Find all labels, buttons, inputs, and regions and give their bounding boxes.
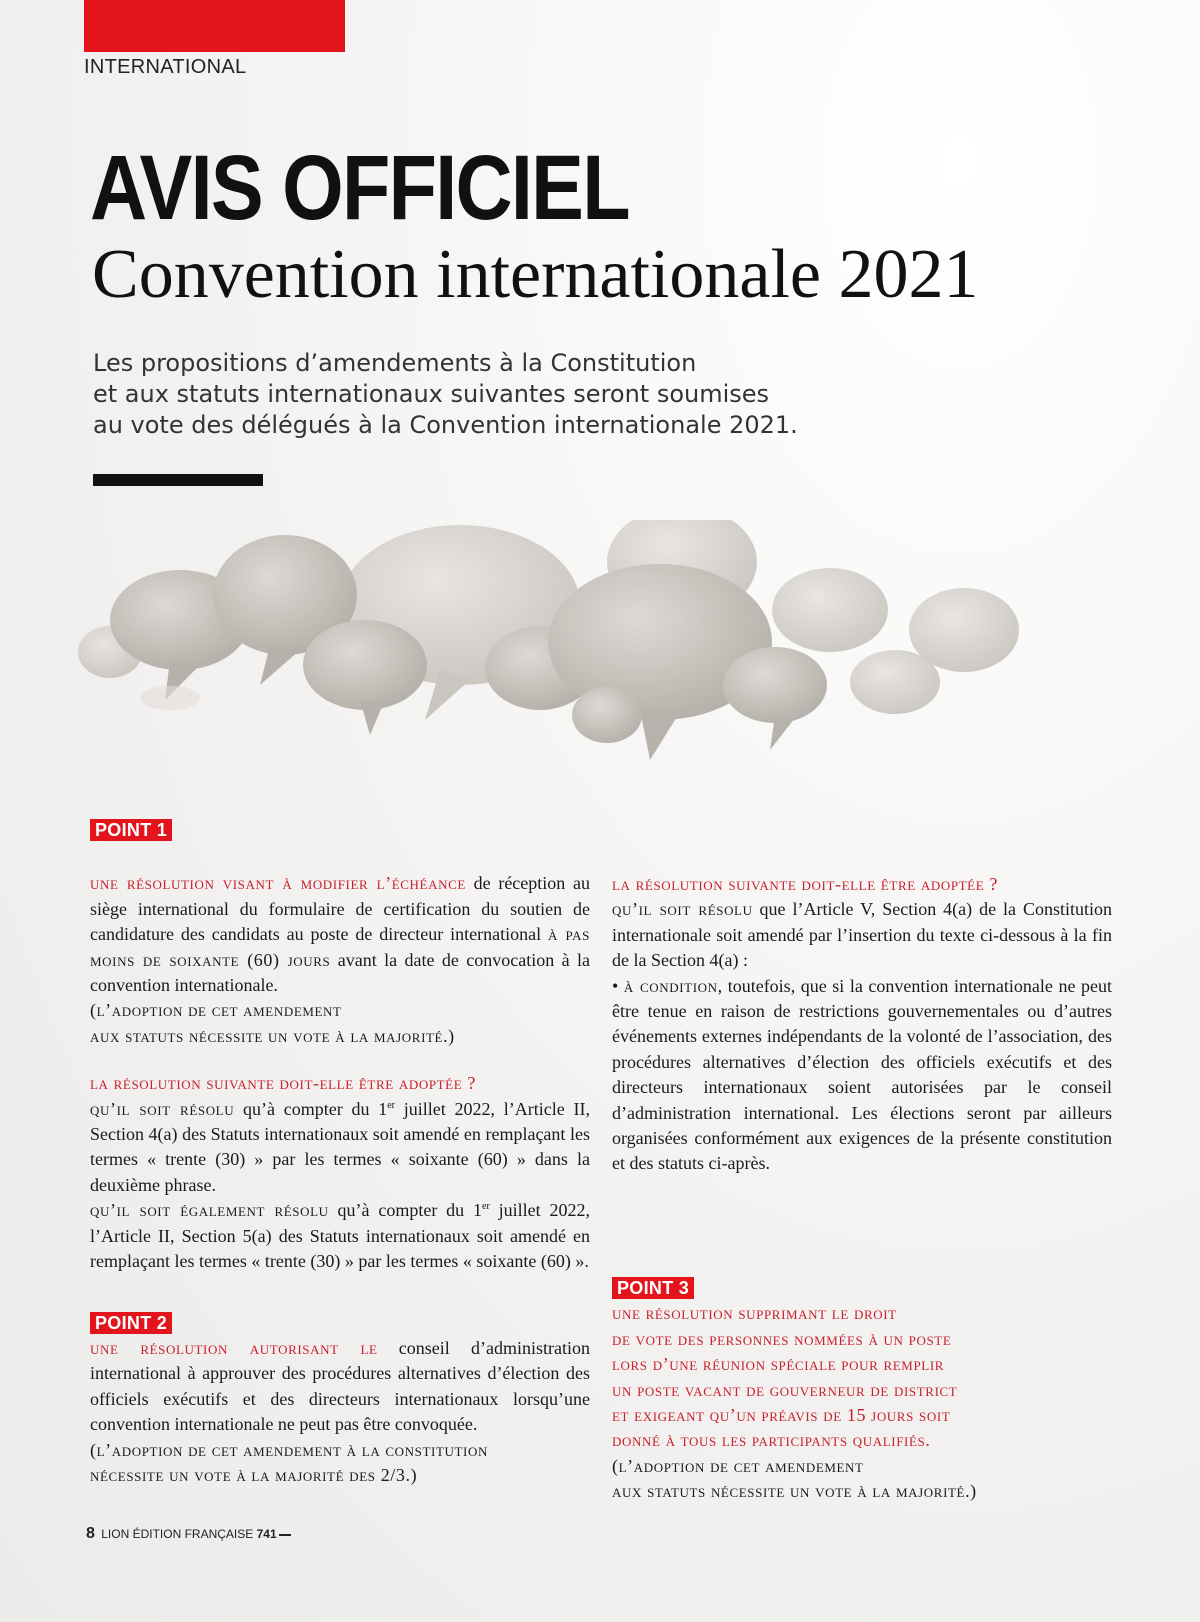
note-line: aux statuts nécessite un vote à la majorité.): [90, 1025, 455, 1046]
intro-line: Les propositions d’amendements à la Constitution: [93, 349, 697, 377]
note-line: aux statuts nécessite un vote à la majorité.): [612, 1481, 977, 1502]
question-heading: la résolution suivante doit-elle être adoptée ?: [90, 1073, 476, 1094]
right-column: [612, 872, 1112, 1177]
resolved-text: qu’à compter du 1: [328, 1200, 483, 1221]
resolution-text: de réception au siège international du formulaire de certification du soutien de candidature des candidats au poste de directeur international: [90, 873, 590, 945]
resolution-heading: une résolution autorisant le: [90, 1337, 378, 1358]
point-3-resolution: [612, 1301, 1112, 1453]
resolved-label: qu’il soit également résolu: [90, 1200, 329, 1221]
resolution-line: lors d’une réunion spéciale pour remplir: [612, 1354, 945, 1375]
intro-text: [93, 348, 853, 441]
resolved-label: qu’il soit résolu: [90, 1098, 235, 1119]
resolved-text: juillet 2022, l’Article II, Section 5(a) des Statuts internationaux soit amendé en remplaçant les termes « trente (30) » par les termes « soixante (60) ».: [90, 1200, 591, 1272]
vote-note: [90, 998, 590, 1049]
resolved-paragraph: [612, 897, 1112, 973]
resolution-line: un poste vacant de gouverneur de district: [612, 1379, 958, 1400]
page-title: AVIS OFFICIEL: [90, 137, 629, 239]
point-2-resolution: [90, 1336, 590, 1438]
vote-note: [90, 1438, 590, 1489]
header-red-bar: [84, 0, 345, 52]
left-column: [90, 818, 590, 1488]
resolution-line: et exigeant qu’un préavis de 15 jours soit: [612, 1405, 951, 1426]
intro-line: et aux statuts internationaux suivantes seront soumises: [93, 380, 770, 408]
footer-dash: [279, 1534, 291, 1536]
resolved-paragraph: [90, 1198, 590, 1274]
condition-text: , toutefois, que si la convention internationale ne peut être tenue en raison de restrictions gouvernementales ou d’autres événements externes indépendants de la volonté de l’association, des procédures alternatives d’élection des officiels exécutifs et des directeurs internationaux soient autorisées par le conseil d’administration international. Les élections seront par ailleurs organisées conformément aux exigences de la présente constitution et des statuts ci-après.: [612, 975, 1112, 1174]
page-subtitle: Convention internationale 2021: [92, 236, 979, 313]
resolution-line: donné à tous les participants qualifiés.: [612, 1430, 931, 1451]
resolution-line: de vote des personnes nommées à un poste: [612, 1328, 952, 1349]
point-1-badge: POINT 1: [90, 819, 172, 841]
resolved-text: que l’Article V, Section 4(a) de la Constitution internationale soit amendé par l’insertion du texte ci-dessous à la fin de la Section 4(a) :: [612, 899, 1112, 971]
resolved-text: juillet 2022, l’Article II, Section 4(a) des Statuts internationaux soit amendé en remplaçant les termes « trente (30) » par les termes « soixante (60) » dans la deuxième phrase.: [90, 1098, 590, 1195]
question-heading: la résolution suivante doit-elle être adoptée ?: [612, 874, 998, 894]
point-2-badge: POINT 2: [90, 1312, 172, 1334]
resolution-text: avant la date de convocation à la convention internationale.: [90, 949, 590, 996]
magazine-name: LION ÉDITION FRANÇAISE: [101, 1527, 254, 1541]
resolved-label: qu’il soit résolu: [612, 899, 753, 920]
resolved-paragraph: [90, 1097, 590, 1199]
condition-paragraph: [612, 974, 1112, 1177]
page-number: 8: [86, 1525, 95, 1542]
note-line: (l’adoption de cet amendement: [90, 1000, 342, 1021]
superscript: er: [387, 1099, 395, 1111]
page-footer: [86, 1525, 291, 1543]
bullet: •: [612, 975, 619, 996]
point-1-resolution: [90, 871, 590, 998]
section-label: INTERNATIONAL: [84, 56, 247, 78]
divider-bar: [93, 474, 263, 486]
issue-number: 741: [256, 1527, 277, 1541]
note-line: (l’adoption de cet amendement: [612, 1455, 864, 1476]
note-line: (l’adoption de cet amendement à la constitution: [90, 1439, 488, 1460]
superscript: er: [482, 1201, 490, 1213]
intro-line: au vote des délégués à la Convention internationale 2021.: [93, 411, 798, 439]
resolution-smallcaps: à pas moins de soixante (60) jours: [90, 924, 590, 970]
speech-bubbles-illustration: [70, 520, 1070, 790]
note-line: nécessite un vote à la majorité des 2/3.): [90, 1464, 418, 1485]
resolved-text: qu’à compter du 1: [234, 1098, 388, 1119]
resolution-line: une résolution supprimant le droit: [612, 1303, 897, 1324]
point-3-section: [612, 1276, 1112, 1505]
vote-note: [612, 1454, 1112, 1505]
resolution-text: conseil d’administration international à approuver des procédures alternatives d’élection des officiels exécutifs et des directeurs internationaux lorsqu’une convention internationale ne peut pas être convoquée.: [90, 1337, 590, 1435]
point-3-badge: POINT 3: [612, 1277, 694, 1299]
resolution-heading: une résolution visant à modifier l’échéance: [90, 873, 466, 894]
condition-label: à condition: [623, 975, 718, 996]
